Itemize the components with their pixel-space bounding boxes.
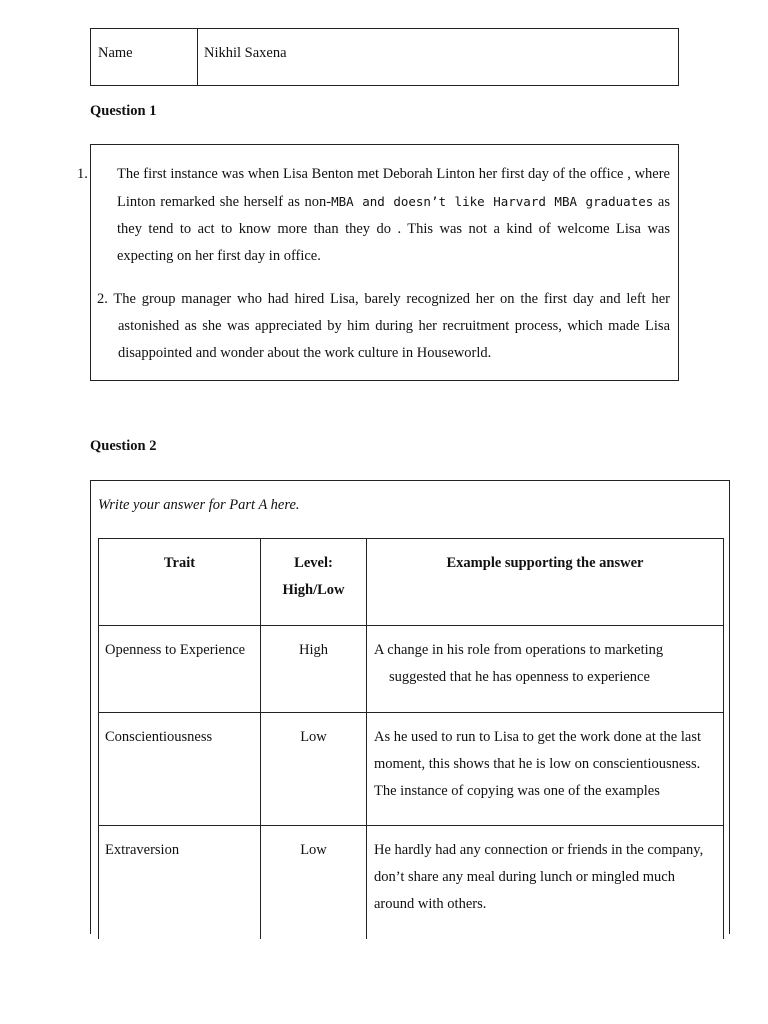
level-cell: Low	[261, 713, 367, 826]
header-level-line1: Level:	[294, 555, 333, 571]
example-cell: As he used to run to Lisa to get the work done at the last moment, this shows that he is low on conscientiousness. The instance of copying was one of the examples	[367, 713, 724, 826]
part-a-instruction: Write your answer for Part A here.	[98, 497, 300, 513]
question-2-heading: Question 2	[90, 438, 157, 454]
name-table	[90, 28, 679, 86]
trait-table	[98, 538, 724, 939]
question-1-answer-box	[77, 144, 679, 381]
header-level-line2: High/Low	[282, 582, 345, 598]
trait-cell: Openness to Experience	[99, 626, 261, 713]
answer-item-2	[97, 286, 670, 367]
example-line-2: suggested that he has openness to experience	[389, 669, 650, 685]
answer-item-2-text: The group manager who had hired Lisa, barely recognized her on the first day and left her astonished as she was appreciated by him during her recruitment process, which made Lisa disappointed and wonder about the work culture in Houseworld.	[113, 291, 670, 361]
answer-item-1	[77, 161, 671, 270]
name-label: Name	[91, 29, 198, 85]
trait-cell: Extraversion	[99, 826, 261, 940]
answer-item-1-number: 1.	[77, 166, 88, 182]
example-line-1: A change in his role from operations to marketing	[374, 642, 664, 658]
header-level	[261, 539, 367, 626]
answer-item-1-text-a: The first instance was when Lisa Benton met Deborah Linton her first day of the office , where Linton remarked she herself as non-	[117, 166, 670, 210]
trait-cell: Conscientiousness	[99, 713, 261, 826]
table-row	[99, 713, 724, 826]
question-2-answer-box	[90, 480, 730, 934]
table-row	[99, 826, 724, 940]
example-cell	[367, 626, 724, 713]
answer-item-1-text-b: as they tend to act to know more than they do . This was not a kind of welcome Lisa was expecting on her first day in office.	[117, 194, 671, 264]
answer-item-2-number: 2.	[97, 291, 108, 307]
name-value: Nikhil Saxena	[204, 45, 287, 61]
example-cell: He hardly had any connection or friends in the company, don’t share any meal during lunch or mingled much around with others.	[367, 826, 724, 940]
level-cell: High	[261, 626, 367, 713]
level-cell: Low	[261, 826, 367, 940]
header-trait: Trait	[99, 539, 261, 626]
header-example: Example supporting the answer	[367, 539, 724, 626]
trait-table-header-row	[99, 539, 724, 626]
question-1-heading: Question 1	[90, 103, 157, 119]
table-row	[99, 626, 724, 713]
answer-item-1-text-mono: MBA and doesn’t like Harvard MBA graduates	[331, 194, 654, 209]
